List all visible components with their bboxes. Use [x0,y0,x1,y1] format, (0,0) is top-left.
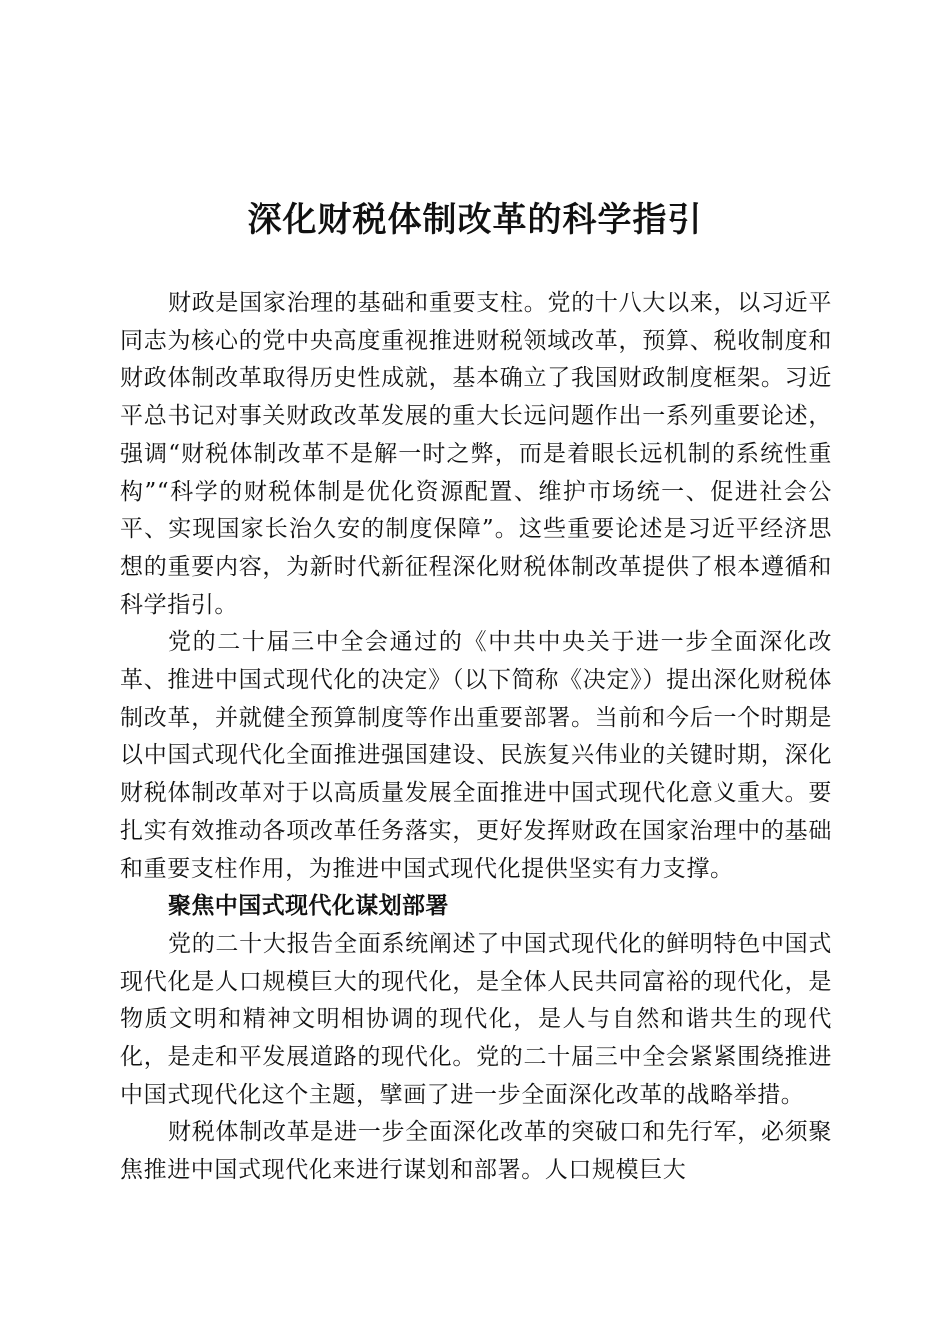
section-heading: 聚焦中国式现代化谋划部署 [168,893,449,920]
document-body [120,285,832,1190]
paragraph-intro: 财政是国家治理的基础和重要支柱。党的十八大以来，以习近平同志为核心的党中央高度重视推进财税领域改革，预算、税收制度和财政体制改革取得历史性成就，基本确立了我国财政制度框架。习近平总书记对事关财政改革发展的重大长远问题作出一系列重要论述，强调“财税体制改革不是解一时之弊，而是着眼长远机制的系统性重构”“科学的财税体制是优化资源配置、维护市场统一、促进社会公平、实现国家长治久安的制度保障”。这些重要论述是习近平经济思想的重要内容，为新时代新征程深化财税体制改革提供了根本遵循和科学指引。 [120,290,832,618]
document-title: 深化财税体制改革的科学指引 [247,200,703,240]
paragraph-modernization-features: 党的二十大报告全面系统阐述了中国式现代化的鲜明特色中国式现代化是人口规模巨大的现代化，是全体人民共同富裕的现代化，是物质文明和精神文明相协调的现代化，是人与自然和谐共生的现代化，是走和平发展道路的现代化。党的二十届三中全会紧紧围绕推进中国式现代化这个主题，擘画了进一步全面深化改革的战略举措。 [120,930,832,1108]
paragraph-fiscal-reform: 财税体制改革是进一步全面深化改革的突破口和先行军，必须聚焦推进中国式现代化来进行谋划和部署。人口规模巨大 [120,1119,832,1184]
paragraph-plenum-decision: 党的二十届三中全会通过的《中共中央关于进一步全面深化改革、推进中国式现代化的决定》（以下简称《决定》）提出深化财税体制改革，并就健全预算制度等作出重要部署。当前和今后一个时期是以中国式现代化全面推进强国建设、民族复兴伟业的关键时期，深化财税体制改革对于以高质量发展全面推进中国式现代化意义重大。要扎实有效推动各项改革任务落实，更好发挥财政在国家治理中的基础和重要支柱作用，为推进中国式现代化提供坚实有力支撑。 [120,629,832,882]
